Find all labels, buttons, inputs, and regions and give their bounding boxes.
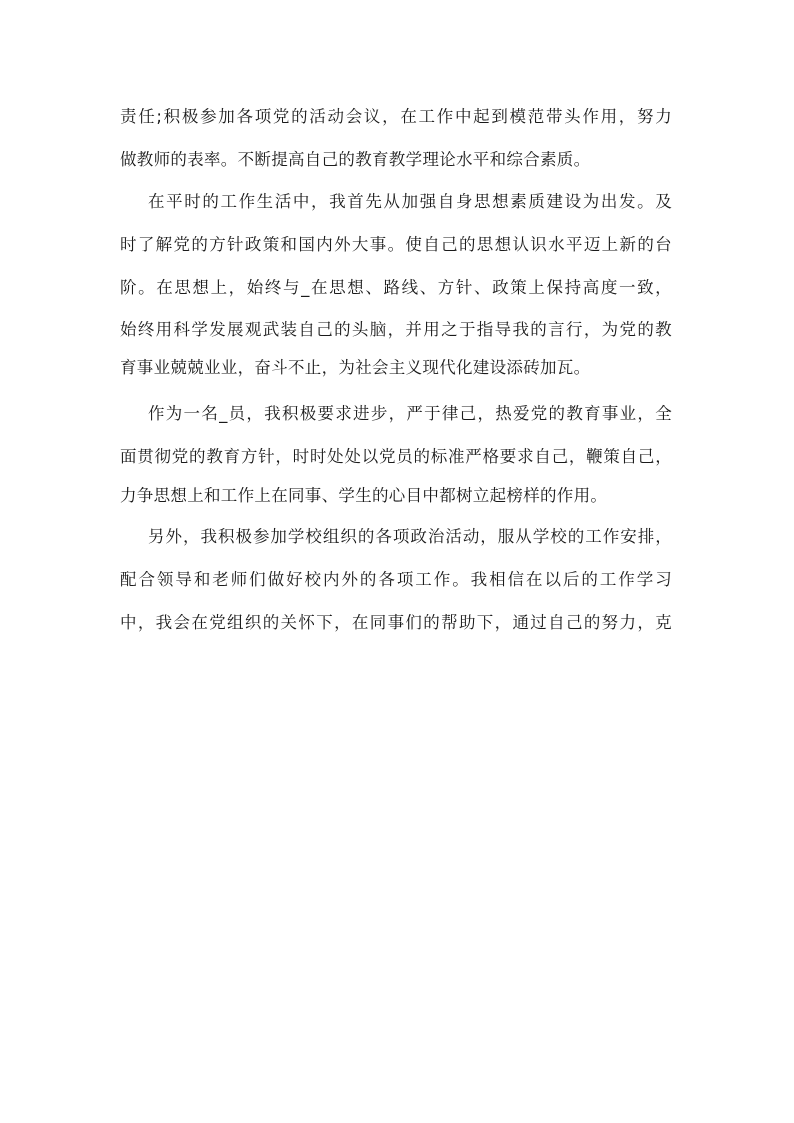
text-line: 阶。在思想上，始终与_在思想、路线、方针、政策上保持高度一致， — [120, 278, 672, 297]
text-line: 力争思想上和工作上在同事、学生的心目中都树立起榜样的作用。 — [120, 486, 608, 505]
text-line: 始终用科学发展观武装自己的头脑，并用之于指导我的言行，为党的教 — [120, 320, 672, 339]
text-line: 育事业兢兢业业，奋斗不止，为社会主义现代化建设添砖加瓦。 — [120, 358, 591, 377]
text-line: 面贯彻党的教育方针，时时处处以党员的标准严格要求自己，鞭策自己， — [120, 447, 672, 466]
text-line: 配合领导和老师们做好校内外的各项工作。我相信在以后的工作学习 — [120, 570, 672, 589]
text-line: 做教师的表率。不断提高自己的教育教学理论水平和综合素质。 — [120, 150, 591, 169]
text-line: 时了解党的方针政策和国内外大事。使自己的思想认识水平迈上新的台 — [120, 235, 672, 254]
text-line: 责任;积极参加各项党的活动会议，在工作中起到模范带头作用，努力 — [120, 107, 672, 126]
paragraph-first-line: 作为一名_员，我积极要求进步，严于律己，热爱党的教育事业，全 — [148, 404, 672, 423]
paragraph-first-line: 在平时的工作生活中，我首先从加强自身思想素质建设为出发。及 — [148, 192, 672, 211]
paragraph-first-line: 另外，我积极参加学校组织的各项政治活动，服从学校的工作安排， — [148, 527, 672, 546]
text-line: 中，我会在党组织的关怀下，在同事们的帮助下，通过自己的努力，克 — [120, 613, 672, 632]
